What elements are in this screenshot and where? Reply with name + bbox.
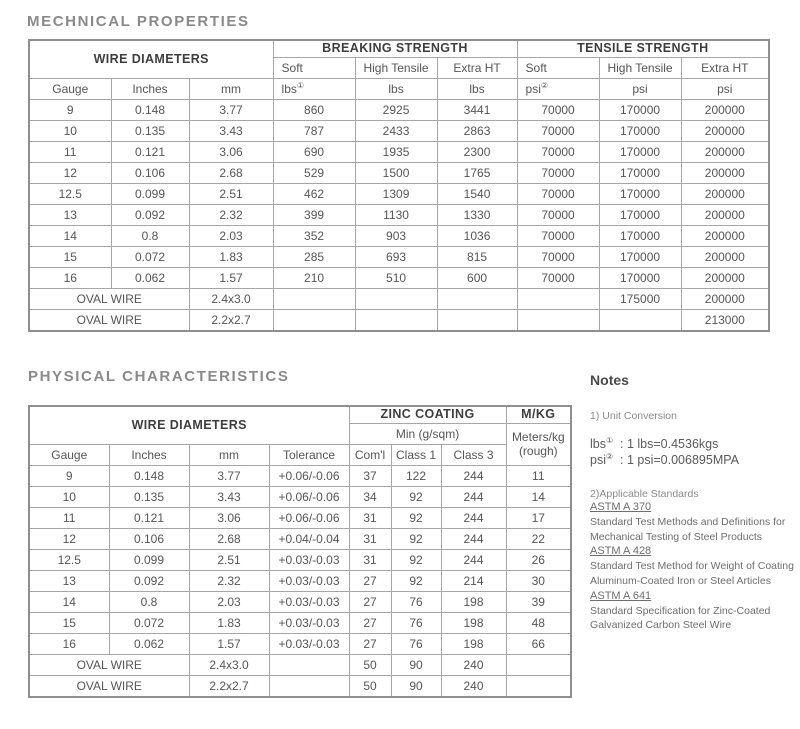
table-cell: 48 xyxy=(506,613,571,634)
table-cell: 13 xyxy=(29,205,111,226)
table-units-row xyxy=(29,445,571,466)
table-cell: 15 xyxy=(29,247,111,268)
table-cell: 200000 xyxy=(681,226,769,247)
gauge-header: Gauge xyxy=(29,79,111,100)
physical-characteristics-table xyxy=(28,405,572,698)
inches-header: Inches xyxy=(111,79,189,100)
lbs-conversion-line: lbs① : 1 lbs=0.4536kgs xyxy=(590,435,719,451)
table-cell: 200000 xyxy=(681,163,769,184)
table-cell: 15 xyxy=(29,613,109,634)
astm-a641-description: Standard Specification for Zinc-Coated Galvanized Carbon Steel Wire xyxy=(590,604,771,632)
table-cell: +0.03/-0.03 xyxy=(269,634,349,655)
breaking-soft-header: Soft xyxy=(273,58,355,79)
lbs-header: lbs xyxy=(437,79,517,100)
table-cell: 0.062 xyxy=(109,634,189,655)
table-cell: +0.03/-0.03 xyxy=(269,550,349,571)
psi-note2-header: psi② xyxy=(517,79,599,100)
table-cell xyxy=(269,655,349,676)
table-cell: 10 xyxy=(29,487,109,508)
table-cell: 0.092 xyxy=(111,205,189,226)
table-cell: 11 xyxy=(29,508,109,529)
table-cell: 2.03 xyxy=(189,226,273,247)
table-cell: 70000 xyxy=(517,163,599,184)
table-row xyxy=(29,247,769,268)
table-row xyxy=(29,226,769,247)
table-cell: 92 xyxy=(391,508,441,529)
table-cell: 50 xyxy=(349,655,391,676)
table-row xyxy=(29,592,571,613)
table-cell: 1309 xyxy=(355,184,437,205)
table-cell: 70000 xyxy=(517,184,599,205)
table-cell: 13 xyxy=(29,571,109,592)
table-cell: 14 xyxy=(506,487,571,508)
table-cell: 285 xyxy=(273,247,355,268)
table-cell: 0.106 xyxy=(109,529,189,550)
table-cell: 200000 xyxy=(681,289,769,310)
table-cell: 240 xyxy=(441,676,506,698)
table-cell: 2.2x2.7 xyxy=(189,676,269,698)
table-cell: 76 xyxy=(391,613,441,634)
table-cell: +0.06/-0.06 xyxy=(269,466,349,487)
table-cell: 903 xyxy=(355,226,437,247)
table-cell: 170000 xyxy=(599,121,681,142)
table-row xyxy=(29,571,571,592)
table-cell: 2.51 xyxy=(189,550,269,571)
wire-diameters-header: WIRE DIAMETERS xyxy=(29,40,273,79)
table-cell: 0.106 xyxy=(111,163,189,184)
table-cell: 27 xyxy=(349,634,391,655)
table-cell xyxy=(273,289,355,310)
astm-a370-description: Standard Test Methods and Definitions for Mechanical Testing of Steel Products xyxy=(590,516,786,543)
notes-panel xyxy=(590,368,800,633)
table-cell: 1500 xyxy=(355,163,437,184)
table-cell: 39 xyxy=(506,592,571,613)
table-cell: 787 xyxy=(273,121,355,142)
table-cell xyxy=(517,289,599,310)
table-cell: 462 xyxy=(273,184,355,205)
table-cell: 1130 xyxy=(355,205,437,226)
table-cell: 2.32 xyxy=(189,205,273,226)
mm-header: mm xyxy=(189,79,273,100)
table-cell: 0.092 xyxy=(109,571,189,592)
table-cell: 0.121 xyxy=(111,142,189,163)
table-cell xyxy=(506,655,571,676)
oval-wire-row xyxy=(29,289,769,310)
table-row xyxy=(29,529,571,550)
table-cell: 860 xyxy=(273,100,355,121)
table-cell: 3.43 xyxy=(189,121,273,142)
zinc-coating-header: ZINC COATING xyxy=(349,406,506,424)
table-cell: 693 xyxy=(355,247,437,268)
table-cell: 3.06 xyxy=(189,508,269,529)
table-cell xyxy=(269,676,349,698)
standard-item xyxy=(590,500,800,544)
oval-wire-label: OVAL WIRE xyxy=(29,676,189,698)
table-cell: +0.03/-0.03 xyxy=(269,592,349,613)
table-cell xyxy=(517,310,599,332)
table-cell: +0.04/-0.04 xyxy=(269,529,349,550)
table-cell: 1765 xyxy=(437,163,517,184)
table-cell: 0.072 xyxy=(111,247,189,268)
standards-heading: 2)Applicable Standards xyxy=(590,488,699,501)
table-cell: 0.099 xyxy=(109,550,189,571)
table-cell: 92 xyxy=(391,487,441,508)
mm-header: mm xyxy=(189,445,269,466)
table-cell: 170000 xyxy=(599,100,681,121)
table-cell: 70000 xyxy=(517,121,599,142)
table-cell: 200000 xyxy=(681,142,769,163)
table-cell: 12.5 xyxy=(29,550,109,571)
tensile-soft-header: Soft xyxy=(517,58,599,79)
table-cell: 200000 xyxy=(681,100,769,121)
table-cell: 1036 xyxy=(437,226,517,247)
unit-conversion-heading: 1) Unit Conversion xyxy=(590,410,677,422)
table-cell: 213000 xyxy=(681,310,769,332)
standard-item xyxy=(590,589,800,633)
table-cell: +0.03/-0.03 xyxy=(269,613,349,634)
table-cell: 92 xyxy=(391,550,441,571)
table-cell: 3.77 xyxy=(189,466,269,487)
table-cell: 30 xyxy=(506,571,571,592)
table-cell: 90 xyxy=(391,655,441,676)
table-cell: 0.135 xyxy=(111,121,189,142)
table-cell xyxy=(437,289,517,310)
table-cell: 3441 xyxy=(437,100,517,121)
table-cell: 2.68 xyxy=(189,529,269,550)
tensile-strength-header: TENSILE STRENGTH xyxy=(517,40,769,58)
table-cell: 76 xyxy=(391,634,441,655)
table-cell: 170000 xyxy=(599,142,681,163)
table-cell: 0.148 xyxy=(109,466,189,487)
table-cell: 170000 xyxy=(599,226,681,247)
table-cell: 200000 xyxy=(681,247,769,268)
table-cell: 2.51 xyxy=(189,184,273,205)
table-cell: 0.099 xyxy=(111,184,189,205)
table-cell: 27 xyxy=(349,592,391,613)
table-cell: 2433 xyxy=(355,121,437,142)
table-cell: 0.121 xyxy=(109,508,189,529)
table-cell: 2.4x3.0 xyxy=(189,289,273,310)
table-cell: 244 xyxy=(441,550,506,571)
tensile-high-tensile-header: High Tensile xyxy=(599,58,681,79)
table-cell: 200000 xyxy=(681,121,769,142)
table-cell xyxy=(506,676,571,698)
table-cell xyxy=(437,310,517,332)
table-cell: 3.77 xyxy=(189,100,273,121)
mkg-header: M/KG xyxy=(506,406,571,424)
table-row xyxy=(29,613,571,634)
table-row xyxy=(29,268,769,289)
table-cell: 9 xyxy=(29,100,111,121)
oval-wire-row xyxy=(29,310,769,332)
table-cell: 2.2x2.7 xyxy=(189,310,273,332)
table-cell: 244 xyxy=(441,529,506,550)
table-cell: 12 xyxy=(29,529,109,550)
table-cell: 244 xyxy=(441,487,506,508)
table-cell: 0.062 xyxy=(111,268,189,289)
table-cell: 1.83 xyxy=(189,247,273,268)
table-row xyxy=(29,508,571,529)
table-cell: 200000 xyxy=(681,268,769,289)
table-cell: 26 xyxy=(506,550,571,571)
table-cell: 529 xyxy=(273,163,355,184)
table-row xyxy=(29,487,571,508)
tolerance-header: Tolerance xyxy=(269,445,349,466)
table-cell: 31 xyxy=(349,508,391,529)
table-cell: 352 xyxy=(273,226,355,247)
table-cell: 2.32 xyxy=(189,571,269,592)
class1-header: Class 1 xyxy=(391,445,441,466)
note2-marker: ② xyxy=(606,451,614,461)
table-cell: 10 xyxy=(29,121,111,142)
oval-wire-label: OVAL WIRE xyxy=(29,289,189,310)
astm-a370-code: ASTM A 370 xyxy=(590,501,652,514)
astm-a428-description: Standard Test Method for Weight of Coating Aluminum-Coated Iron or Steel Articles xyxy=(590,560,794,587)
table-cell: 3.06 xyxy=(189,142,273,163)
table-cell: 240 xyxy=(441,655,506,676)
table-cell: 9 xyxy=(29,466,109,487)
table-cell: 17 xyxy=(506,508,571,529)
table-cell: 198 xyxy=(441,613,506,634)
table-cell: 2.68 xyxy=(189,163,273,184)
table-cell xyxy=(273,310,355,332)
table-cell: 70000 xyxy=(517,100,599,121)
table-cell: 690 xyxy=(273,142,355,163)
psi-conversion-line: psi② : 1 psi=0.006895MPA xyxy=(590,451,739,467)
oval-wire-row xyxy=(29,655,571,676)
table-cell: 2.4x3.0 xyxy=(189,655,269,676)
table-cell: 76 xyxy=(391,592,441,613)
table-cell: 2.03 xyxy=(189,592,269,613)
table-cell: 92 xyxy=(391,529,441,550)
table-cell: 170000 xyxy=(599,205,681,226)
tensile-extra-ht-header: Extra HT xyxy=(681,58,769,79)
oval-wire-label: OVAL WIRE xyxy=(29,655,189,676)
table-cell: 50 xyxy=(349,676,391,698)
table-cell: 16 xyxy=(29,634,109,655)
table-cell: 70000 xyxy=(517,268,599,289)
table-cell: 815 xyxy=(437,247,517,268)
table-cell: 1.57 xyxy=(189,634,269,655)
table-units-row xyxy=(29,79,769,100)
table-cell: 200000 xyxy=(681,184,769,205)
notes-title: Notes xyxy=(590,372,629,388)
table-cell: 0.8 xyxy=(111,226,189,247)
spec-sheet-page xyxy=(0,13,800,698)
table-cell: 170000 xyxy=(599,247,681,268)
table-cell: 170000 xyxy=(599,163,681,184)
table-cell xyxy=(355,289,437,310)
table-cell: 0.148 xyxy=(111,100,189,121)
psi-header: psi xyxy=(599,79,681,100)
table-cell: 11 xyxy=(29,142,111,163)
table-cell: 37 xyxy=(349,466,391,487)
table-cell xyxy=(355,310,437,332)
physical-characteristics-title: PHYSICAL CHARACTERISTICS xyxy=(28,368,290,385)
standard-item xyxy=(590,544,800,588)
astm-a641-code: ASTM A 641 xyxy=(590,589,652,602)
table-cell: 14 xyxy=(29,226,111,247)
mechanical-properties-title: MECHNICAL PROPERTIES xyxy=(27,13,250,30)
table-cell: 2300 xyxy=(437,142,517,163)
table-cell: 14 xyxy=(29,592,109,613)
table-cell: 2925 xyxy=(355,100,437,121)
gauge-header: Gauge xyxy=(29,445,109,466)
table-cell: 510 xyxy=(355,268,437,289)
class3-header: Class 3 xyxy=(441,445,506,466)
table-cell: 1330 xyxy=(437,205,517,226)
table-row xyxy=(29,466,571,487)
table-row xyxy=(29,550,571,571)
table-cell: 1935 xyxy=(355,142,437,163)
table-cell: 31 xyxy=(349,550,391,571)
table-header-row xyxy=(29,40,769,58)
oval-wire-row xyxy=(29,676,571,698)
table-cell xyxy=(599,310,681,332)
table-cell: 27 xyxy=(349,571,391,592)
meters-kg-header: Meters/kg (rough) xyxy=(506,424,571,466)
coml-header: Com'l xyxy=(349,445,391,466)
lbs-header: lbs xyxy=(355,79,437,100)
table-cell: 122 xyxy=(391,466,441,487)
mechanical-properties-table xyxy=(28,39,770,332)
table-row xyxy=(29,634,571,655)
table-cell: 34 xyxy=(349,487,391,508)
table-cell: 210 xyxy=(273,268,355,289)
table-cell: 2863 xyxy=(437,121,517,142)
table-cell: 27 xyxy=(349,613,391,634)
table-cell: 399 xyxy=(273,205,355,226)
table-cell: 200000 xyxy=(681,205,769,226)
lbs-note1-header: lbs① xyxy=(273,79,355,100)
table-cell: 244 xyxy=(441,508,506,529)
table-cell: 198 xyxy=(441,634,506,655)
table-cell: 92 xyxy=(391,571,441,592)
table-cell: 16 xyxy=(29,268,111,289)
table-cell: 12.5 xyxy=(29,184,111,205)
table-cell: +0.06/-0.06 xyxy=(269,508,349,529)
table-row xyxy=(29,121,769,142)
table-cell: 0.8 xyxy=(109,592,189,613)
table-cell: 31 xyxy=(349,529,391,550)
table-cell: 66 xyxy=(506,634,571,655)
table-cell: 70000 xyxy=(517,205,599,226)
table-header-row xyxy=(29,406,571,424)
min-gsqm-header: Min (g/sqm) xyxy=(349,424,506,445)
table-cell: 244 xyxy=(441,466,506,487)
note1-marker: ① xyxy=(606,435,614,445)
table-row xyxy=(29,142,769,163)
table-cell: 11 xyxy=(506,466,571,487)
table-cell: 170000 xyxy=(599,184,681,205)
table-cell: 70000 xyxy=(517,142,599,163)
table-cell: +0.06/-0.06 xyxy=(269,487,349,508)
table-cell: 1540 xyxy=(437,184,517,205)
table-row xyxy=(29,205,769,226)
table-cell: 600 xyxy=(437,268,517,289)
astm-a428-code: ASTM A 428 xyxy=(590,545,652,558)
table-cell: 3.43 xyxy=(189,487,269,508)
physical-characteristics-section xyxy=(28,368,572,698)
table-cell: 90 xyxy=(391,676,441,698)
table-row xyxy=(29,163,769,184)
wire-diameters-header: WIRE DIAMETERS xyxy=(29,406,349,445)
table-cell: 0.135 xyxy=(109,487,189,508)
note1-marker: ① xyxy=(296,80,305,90)
psi-header: psi xyxy=(681,79,769,100)
table-cell: 175000 xyxy=(599,289,681,310)
note2-marker: ② xyxy=(540,80,549,90)
table-row xyxy=(29,100,769,121)
table-row xyxy=(29,184,769,205)
breaking-strength-header: BREAKING STRENGTH xyxy=(273,40,517,58)
table-cell: 0.072 xyxy=(109,613,189,634)
table-cell: 198 xyxy=(441,592,506,613)
breaking-extra-ht-header: Extra HT xyxy=(437,58,517,79)
oval-wire-label: OVAL WIRE xyxy=(29,310,189,332)
table-cell: 1.57 xyxy=(189,268,273,289)
breaking-high-tensile-header: High Tensile xyxy=(355,58,437,79)
table-cell: 70000 xyxy=(517,226,599,247)
table-cell: +0.03/-0.03 xyxy=(269,571,349,592)
table-cell: 70000 xyxy=(517,247,599,268)
table-cell: 170000 xyxy=(599,268,681,289)
table-cell: 12 xyxy=(29,163,111,184)
table-cell: 214 xyxy=(441,571,506,592)
inches-header: Inches xyxy=(109,445,189,466)
table-cell: 22 xyxy=(506,529,571,550)
table-cell: 1.83 xyxy=(189,613,269,634)
